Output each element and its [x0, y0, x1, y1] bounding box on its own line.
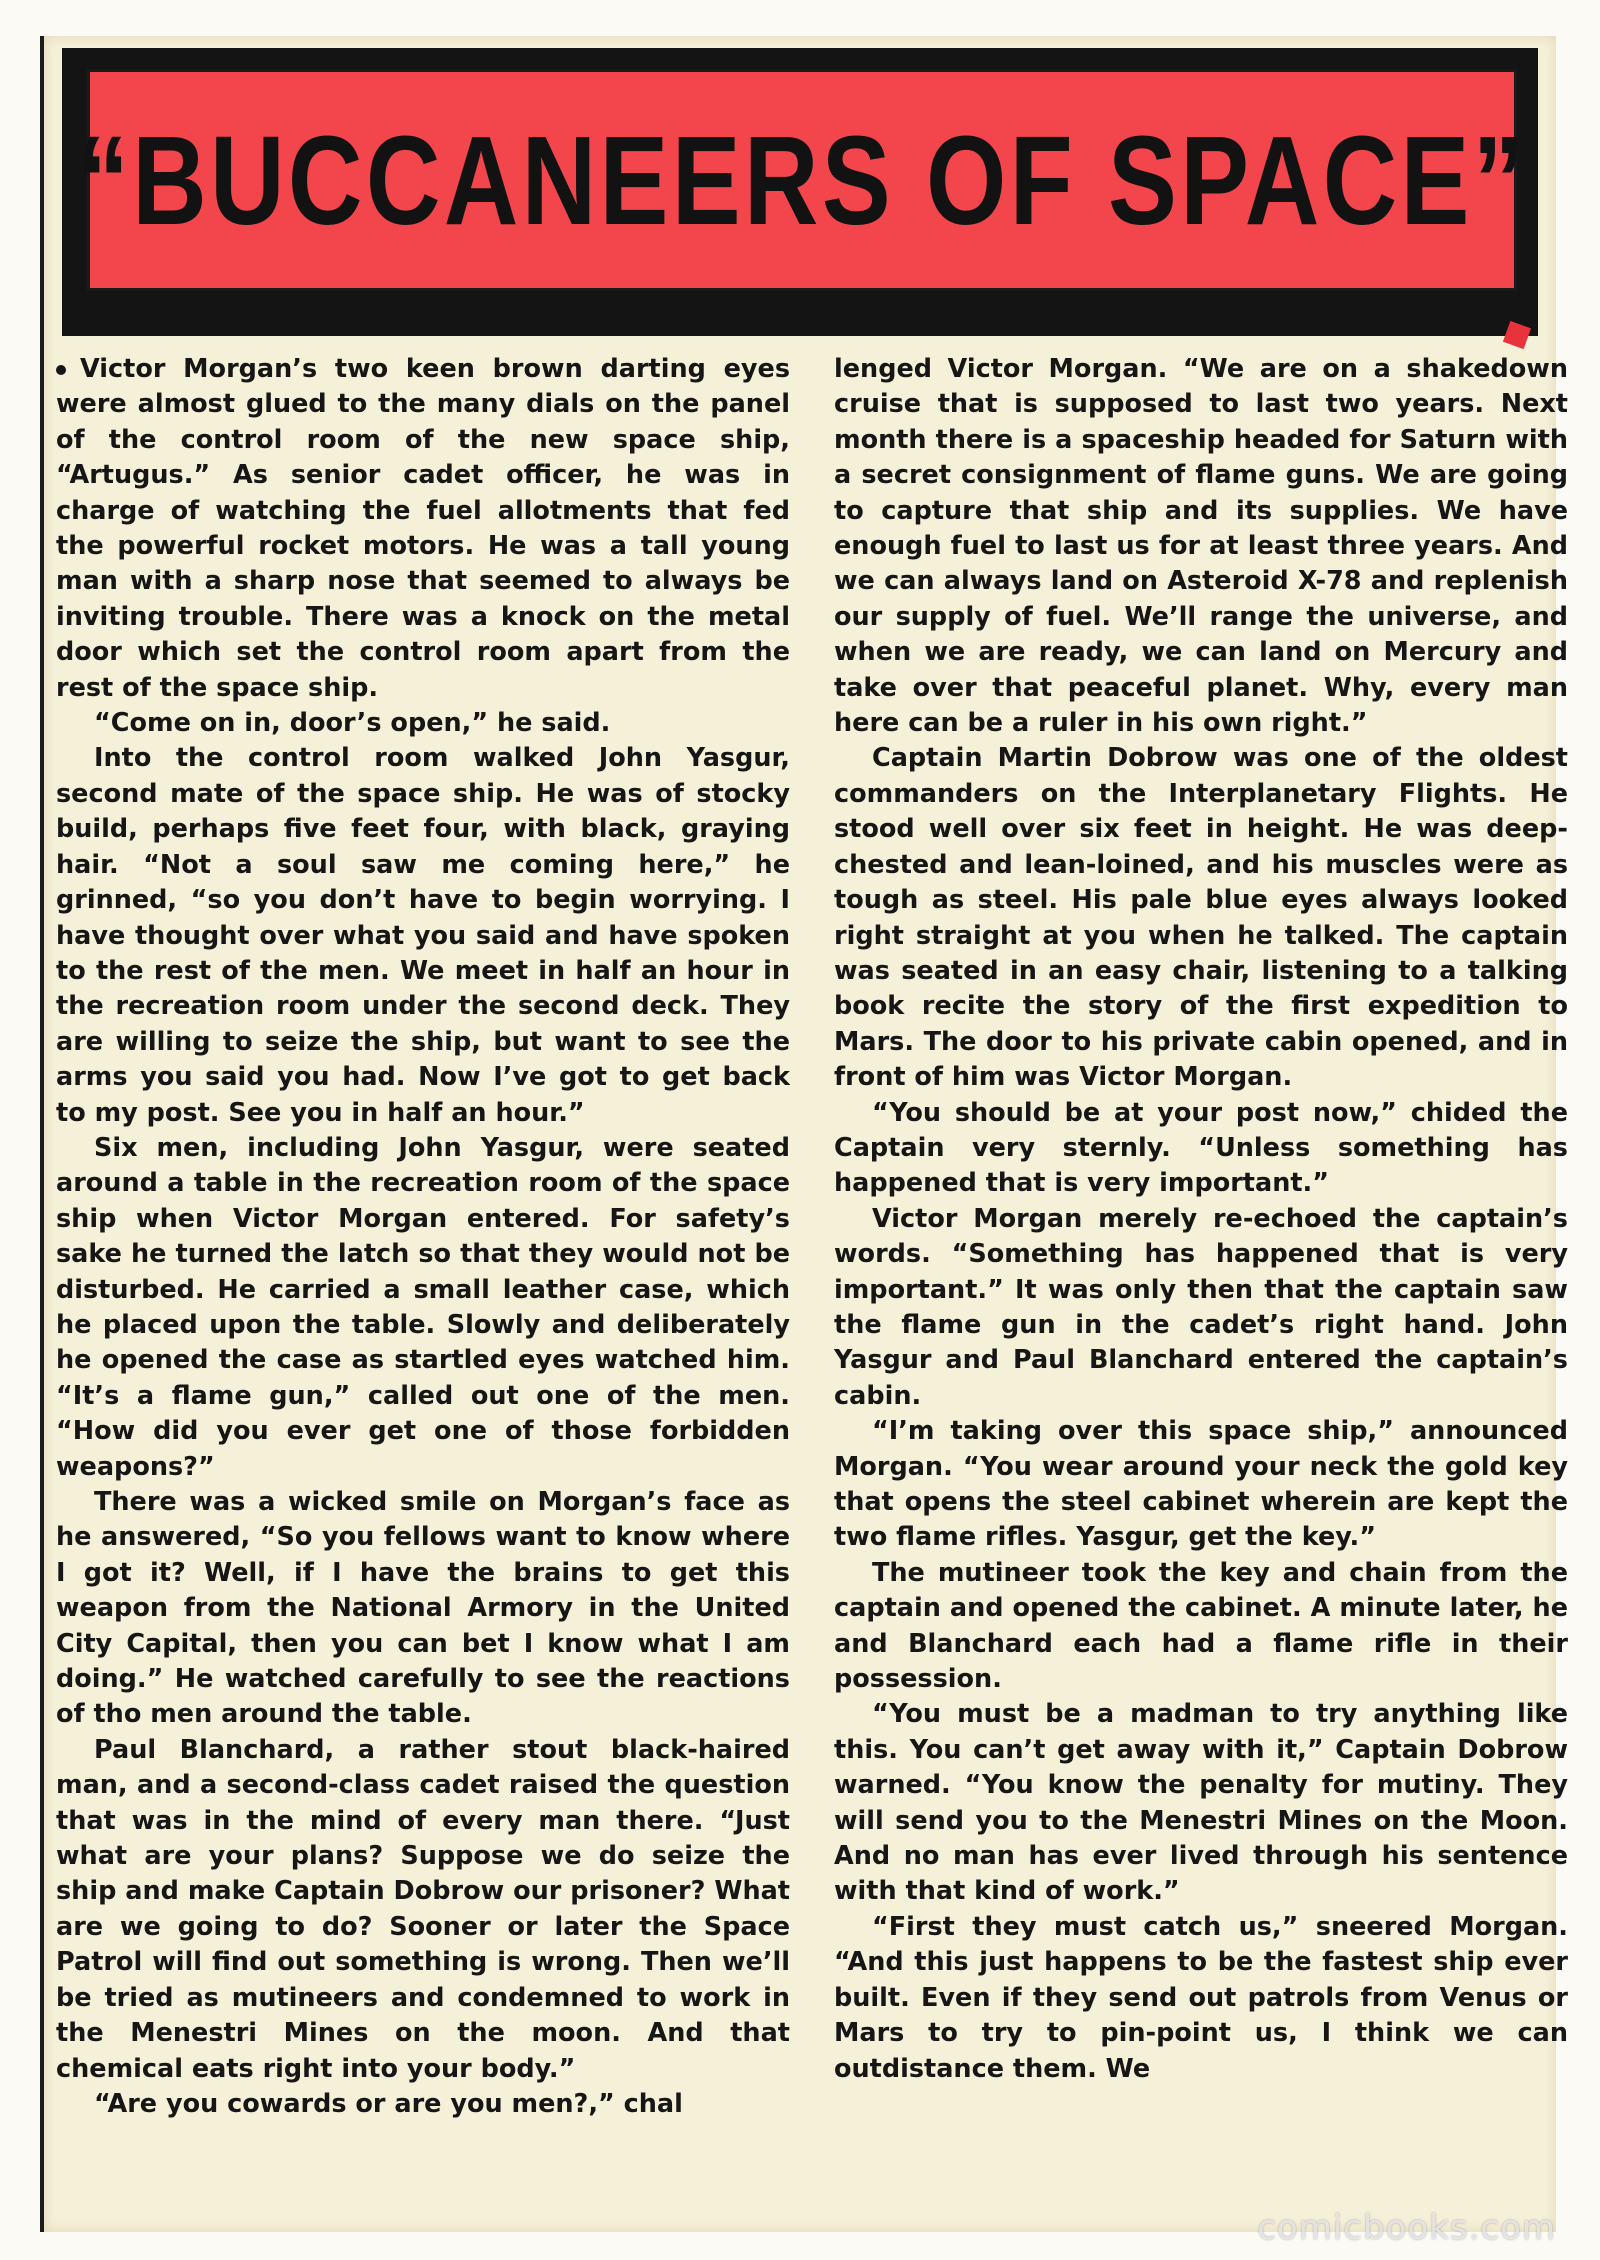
title-panel	[76, 69, 1528, 291]
paragraph: “I’m taking over this space ship,” announced Morgan. “You wear around your neck the gold key that opens the steel cabinet wherein are kept the two flame rifles. Yasgur, get the key.”	[834, 1416, 1568, 1553]
paragraph: The mutineer took the key and chain from the captain and opened the cabinet. A minute later, he and Blanchard each had a flame rifle in their possession.	[834, 1557, 1568, 1695]
paragraph: Paul Blanchard, a rather stout black-haired man, and a second-class cadet raised the question that was in the mind of every man there. “Just what are your plans? Suppose we do seize the ship and make Captain Dobrow our prisoner? What are we going to do? Sooner or later the Space Patrol will find out something is wrong. Then we’ll be tried as mutineers and condemned to work in the Menestri Mines on the moon. And that chemical eats right into your body.”	[56, 1734, 790, 2084]
paragraph-text: Victor Morgan’s two keen brown darting eyes were almost glued to the many dials on the panel of the control room of the new space ship, “Artugus.” As senior cadet officer, he was in charge of watching the fuel allotments that fed the powerful rocket motors. He was a tall young man with a sharp nose that seemed to always be inviting trouble. There was a knock on the metal door which set the control room apart from the rest of the space ship.	[56, 354, 790, 703]
story-columns	[54, 352, 1568, 2232]
right-column	[834, 352, 1568, 2232]
paragraph: Six men, including John Yasgur, were seated around a table in the recreation room of the space ship when Victor Morgan entered. For safety’s sake he turned the latch so that they would not be disturbed. He carried a small leather case, which he placed upon the table. Slowly and deliberately he opened the case as startled eyes watched him. “It’s a flame gun,” called out one of the men. “How did you ever get one of those forbidden weapons?”	[56, 1132, 790, 1482]
left-column	[56, 352, 790, 2232]
paragraph	[56, 352, 790, 706]
story-title: “BUCCANEERS OF SPACE”	[76, 109, 1528, 251]
paragraph: “First they must catch us,” sneered Morgan. “And this just happens to be the fastest ship ever built. Even if they send out patrols from Venus or Mars to try to pin-point us, I think we can outdistance them. We	[834, 1911, 1568, 2084]
story-page	[40, 36, 1568, 2232]
title-banner	[62, 48, 1538, 336]
paragraph: “You must be a madman to try anything like this. You can’t get away with it,” Captain Dobrow warned. “You know the penalty for mutiny. They will send you to the Menestri Mines on the Moon. And no man has ever lived through his sentence with that kind of work.”	[834, 1699, 1568, 1907]
paragraph: “Are you cowards or are you men?,” chal	[94, 2088, 683, 2119]
paragraph: Victor Morgan merely re-echoed the captain’s words. “Something has happened that is very important.” It was only then that the captain saw the flame gun in the cadet’s right hand. John Yasgur and Paul Blanchard entered the captain’s cabin.	[834, 1203, 1568, 1411]
paragraph: lenged Victor Morgan. “We are on a shakedown cruise that is supposed to last two years. Next month there is a spaceship headed for Saturn with a secret consignment of flame guns. We are going to capture that ship and its supplies. We have enough fuel to last us for at least three years. And we can always land on Asteroid X-78 and replenish our supply of fuel. We’ll range the universe, and when we are ready, we can land on Mercury and take over that peaceful planet. Why, every man here can be a ruler in his own right.”	[834, 354, 1568, 739]
paragraph: “You should be at your post now,” chided the Captain very sternly. “Unless something has happened that is very important.”	[834, 1097, 1568, 1199]
paragraph: “Come on in, door’s open,” he said.	[94, 708, 611, 739]
bullet-icon	[56, 365, 66, 375]
paragraph: There was a wicked smile on Morgan’s face as he answered, “So you fellows want to know where I got it? Well, if I have the brains to get this weapon from the National Armory in the United City Capital, then you can bet I know what I am doing.” He watched carefully to see the reactions of tho men around the table.	[56, 1487, 790, 1730]
paragraph: Into the control room walked John Yasgur, second mate of the space ship. He was of stocky build, perhaps five feet four, with black, graying hair. “Not a soul saw me coming here,” he grinned, “so you don’t have to begin worrying. I have thought over what you said and have spoken to the rest of the men. We meet in half an hour in the recreation room under the second deck. They are willing to seize the ship, but want to see the arms you said you had. Now I’ve got to get back to my post. See you in half an hour.”	[56, 743, 790, 1128]
paragraph: Captain Martin Dobrow was one of the oldest commanders on the Interplanetary Flights. He stood well over six feet in height. He was deep-chested and lean-loined, and his muscles were as tough as steel. His pale blue eyes always looked right straight at you when he talked. The captain was seated in an easy chair, listening to a talking book recite the story of the first expedition to Mars. The door to his private cabin opened, and in front of him was Victor Morgan.	[834, 743, 1568, 1093]
site-watermark: comicbooks.com	[1257, 2208, 1556, 2248]
